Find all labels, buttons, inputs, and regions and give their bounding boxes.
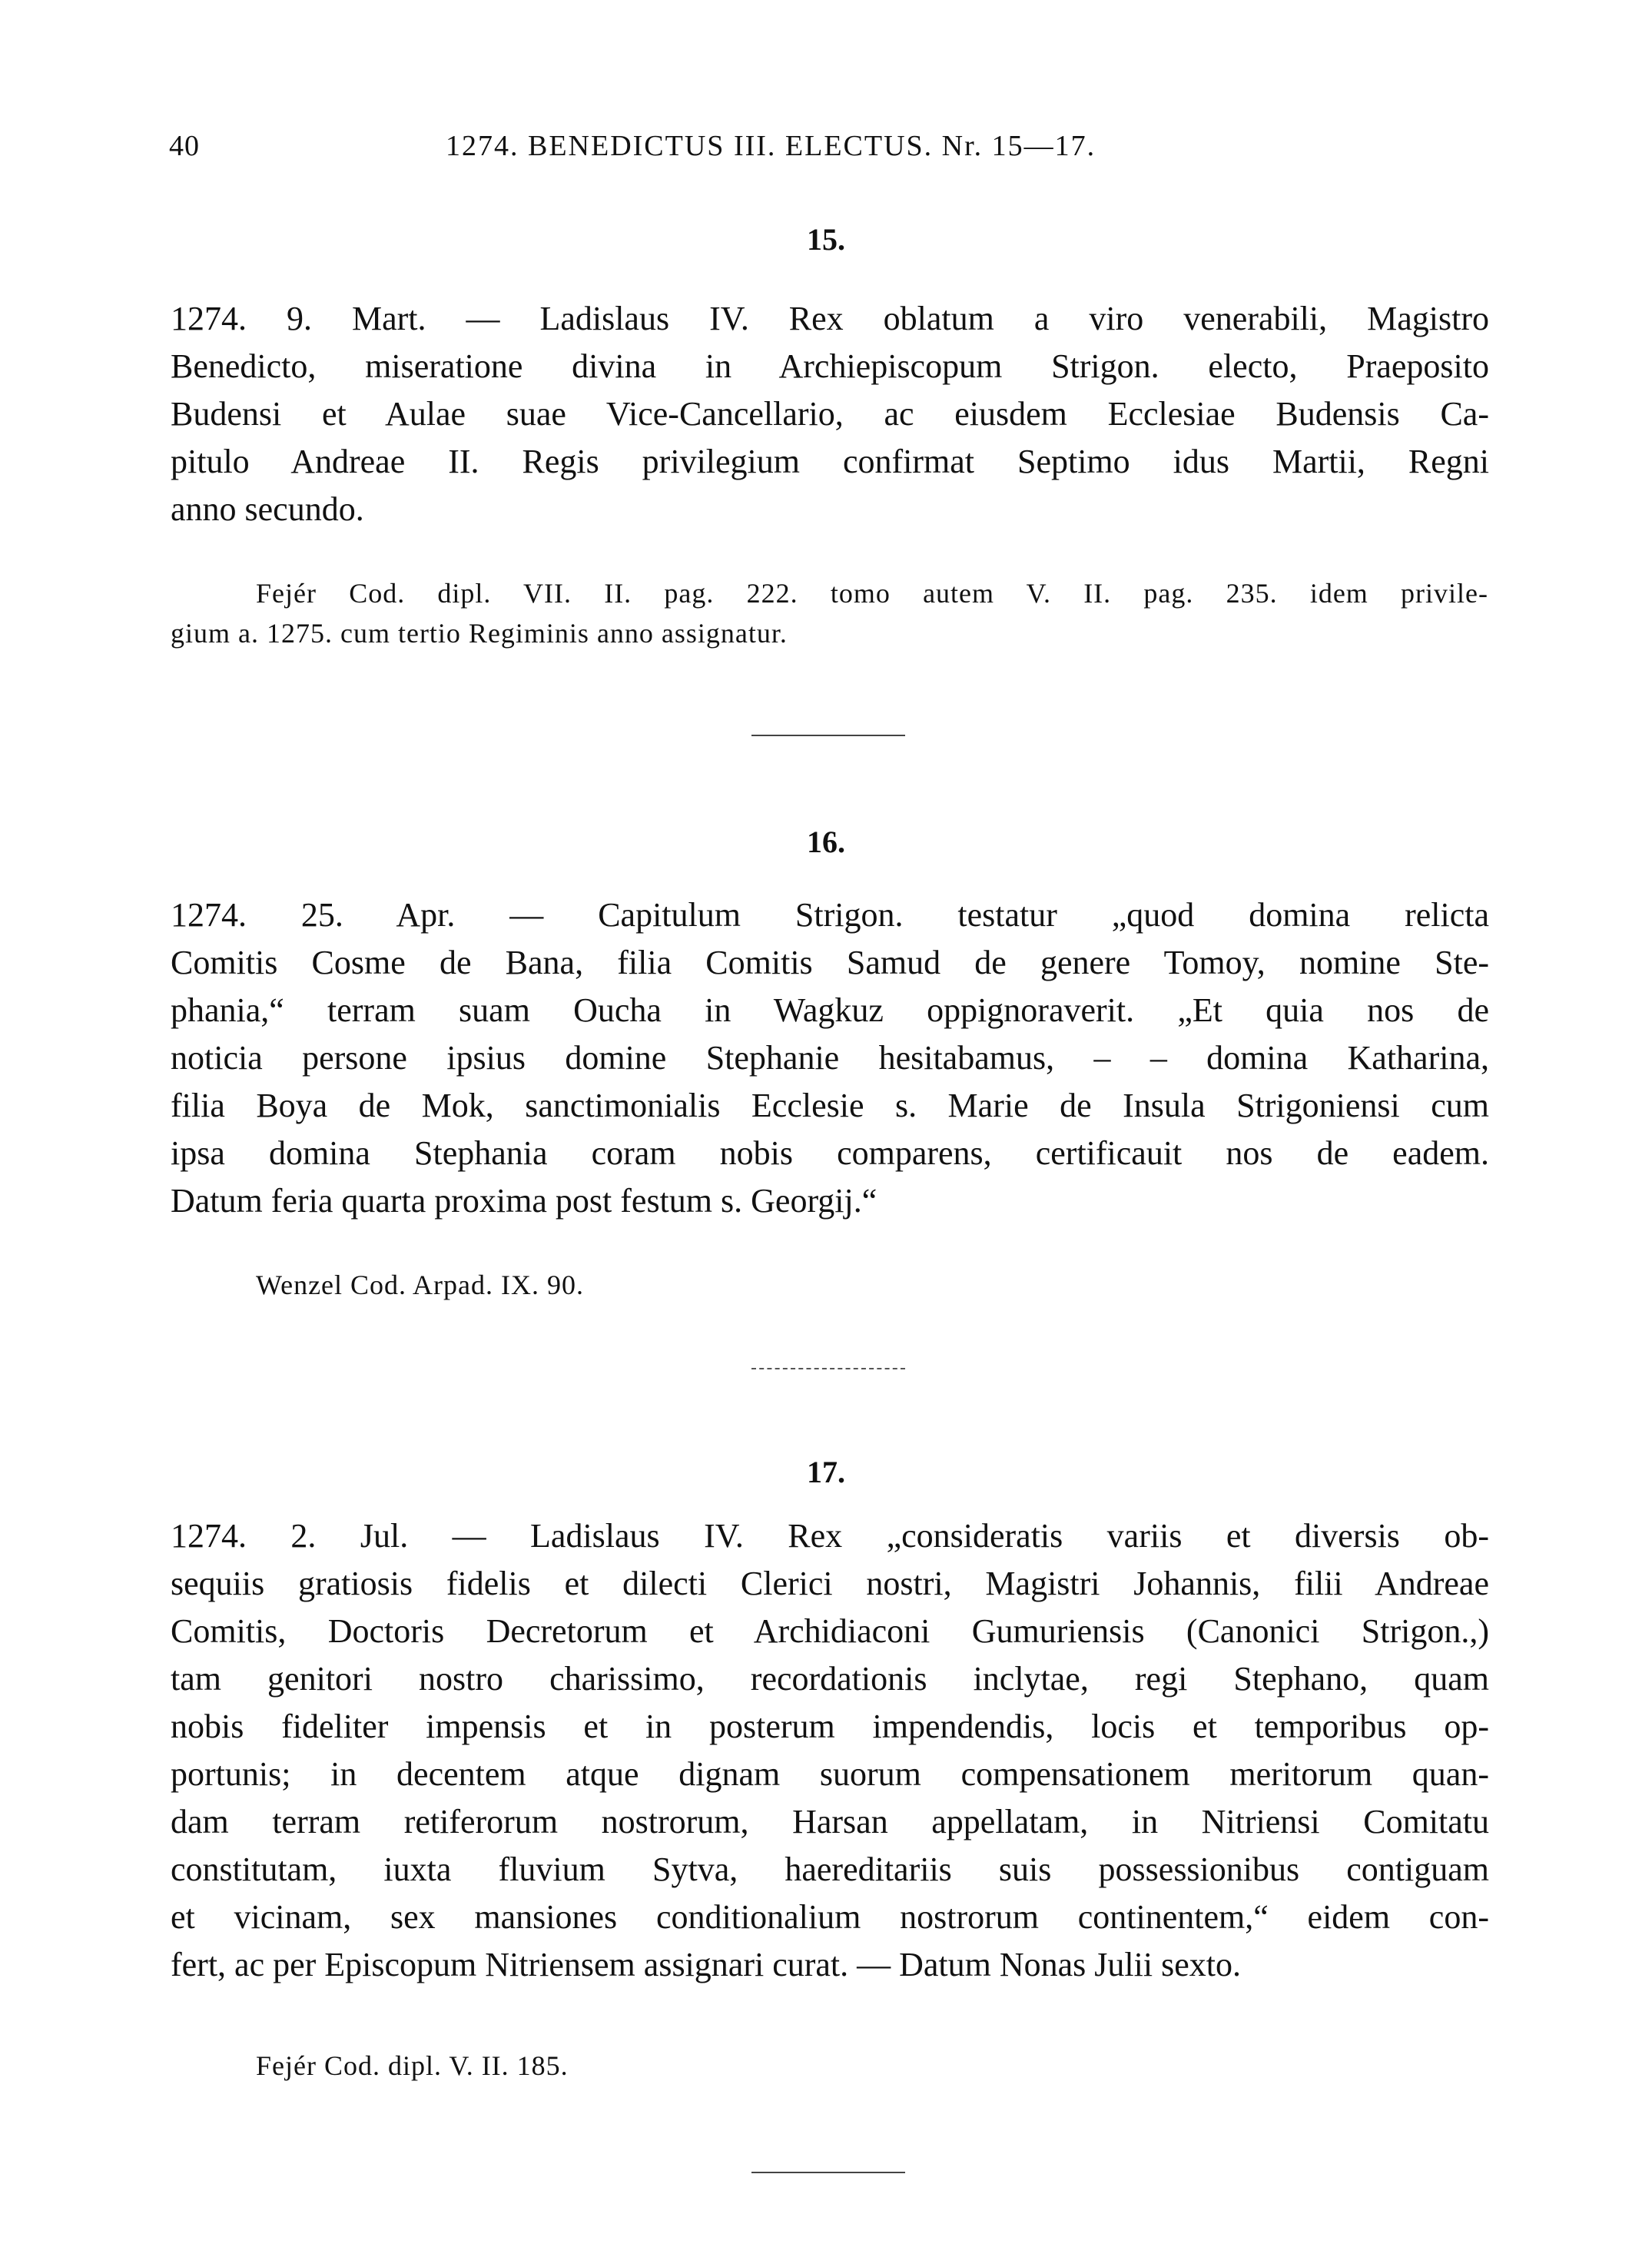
text-line: pitulo Andreae II. Regis privilegium confirmat Septimo idus Martii, Regni xyxy=(171,443,1489,480)
entry-15-source xyxy=(171,573,1488,653)
source-line: Fejér Cod. dipl. VII. II. pag. 222. tomo autem V. II. pag. 235. idem privile- xyxy=(256,578,1488,609)
entry-15-text xyxy=(171,295,1489,533)
text-line: constitutam, iuxta fluvium Sytva, haereditariis suis possessionibus contiguam xyxy=(171,1850,1489,1888)
entry-16-text xyxy=(171,891,1489,1225)
text-line: 1274. 9. Mart. — Ladislaus IV. Rex oblatum a viro venerabili, Magistro xyxy=(171,300,1489,337)
running-title: 1274. BENEDICTUS III. ELECTUS. Nr. 15—17. xyxy=(446,130,1096,162)
entry-17-source xyxy=(256,2046,569,2086)
entry-16-source xyxy=(256,1265,584,1305)
entry-number-17: 17. xyxy=(807,1455,845,1489)
text-line: tam genitori nostro charissimo, recordationis inclytae, regi Stephano, quam xyxy=(171,1660,1489,1698)
text-line: 1274. 25. Apr. — Capitulum Strigon. testatur „quod domina relicta xyxy=(171,896,1489,934)
text-line: Comitis, Doctoris Decretorum et Archidiaconi Gumuriensis (Canonici Strigon.,) xyxy=(171,1612,1489,1650)
section-separator xyxy=(751,1368,905,1369)
section-separator xyxy=(751,2172,905,2173)
text-line: portunis; in decentem atque dignam suorum compensationem meritorum quan- xyxy=(171,1755,1489,1793)
text-line: dam terram retiferorum nostrorum, Harsan appellatam, in Nitriensi Comitatu xyxy=(171,1803,1489,1840)
text-line: nobis fideliter impensis et in posterum impendendis, locis et temporibus op- xyxy=(171,1708,1489,1745)
source-line: Wenzel Cod. Arpad. IX. 90. xyxy=(256,1270,585,1300)
section-separator xyxy=(751,735,905,736)
text-line: Budensi et Aulae suae Vice-Cancellario, ac eiusdem Ecclesiae Budensis Ca- xyxy=(171,395,1489,433)
text-line: phania,“ terram suam Oucha in Wagkuz oppignoraverit. „Et quia nos de xyxy=(171,991,1489,1029)
text-line: fert, ac per Episcopum Nitriensem assignari curat. — Datum Nonas Julii sexto. xyxy=(171,1946,1241,1983)
text-line: ipsa domina Stephania coram nobis comparens, certificauit nos de eadem. xyxy=(171,1134,1489,1172)
text-line: filia Boya de Mok, sanctimonialis Ecclesie s. Marie de Insula Strigoniensi cum xyxy=(171,1087,1489,1124)
source-line: gium a. 1275. cum tertio Regiminis anno assignatur. xyxy=(171,618,788,649)
source-line: Fejér Cod. dipl. V. II. 185. xyxy=(256,2050,569,2081)
text-line: sequiis gratiosis fidelis et dilecti Clerici nostri, Magistri Johannis, filii Andreae xyxy=(171,1565,1489,1602)
text-line: et vicinam, sex mansiones conditionalium nostrorum continentem,“ eidem con- xyxy=(171,1898,1489,1936)
text-line: 1274. 2. Jul. — Ladislaus IV. Rex „consideratis variis et diversis ob- xyxy=(171,1517,1489,1555)
text-line: Datum feria quarta proxima post festum s. Georgij.“ xyxy=(171,1182,877,1220)
text-line: Comitis Cosme de Bana, filia Comitis Samud de genere Tomoy, nomine Ste- xyxy=(171,944,1489,981)
entry-number-15: 15. xyxy=(807,222,845,257)
text-line: anno secundo. xyxy=(171,490,364,528)
page-number: 40 xyxy=(169,130,200,162)
text-line: Benedicto, miseratione divina in Archiepiscopum Strigon. electo, Praeposito xyxy=(171,347,1489,385)
entry-17-text xyxy=(171,1512,1489,1989)
entry-number-16: 16. xyxy=(807,825,845,859)
text-line: noticia persone ipsius domine Stephanie hesitabamus, – – domina Katharina, xyxy=(171,1039,1489,1077)
